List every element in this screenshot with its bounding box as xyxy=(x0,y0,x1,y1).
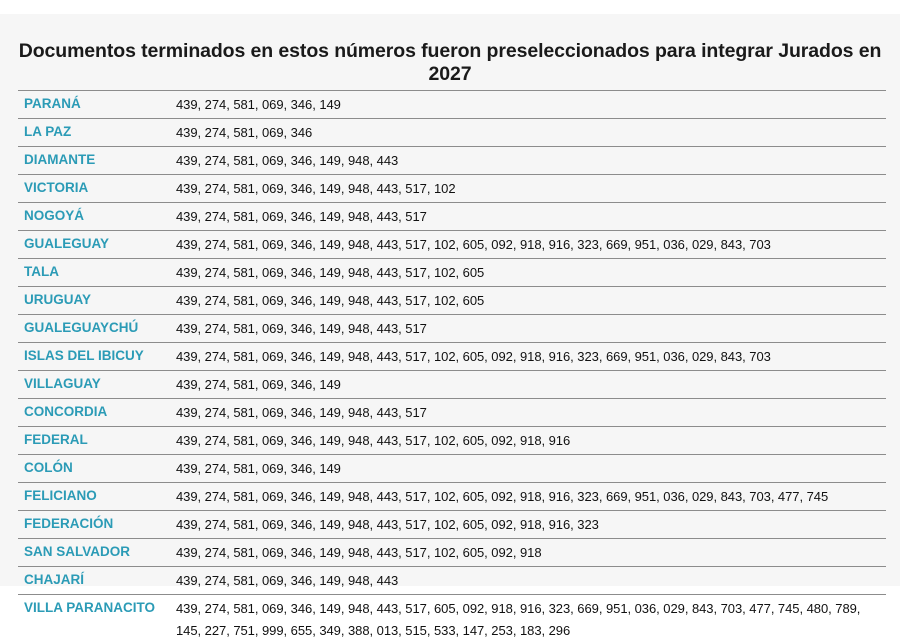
document-numbers: 439, 274, 581, 069, 346, 149, 948, 443, 517, 102, 605, 092, 918, 916, 323, 669, 951, 036, 029, 843, 703 xyxy=(176,349,771,364)
table-row xyxy=(18,231,886,259)
department-name: CHAJARÍ xyxy=(24,572,85,587)
department-name: GUALEGUAYCHÚ xyxy=(24,320,139,335)
department-name: GUALEGUAY xyxy=(24,236,110,251)
table-row xyxy=(18,175,886,203)
document-numbers: 439, 274, 581, 069, 346, 149, 948, 443, 517 xyxy=(176,209,427,224)
document-numbers: 439, 274, 581, 069, 346, 149, 948, 443, 517 xyxy=(176,405,427,420)
department-name: VILLAGUAY xyxy=(24,376,101,391)
document-numbers: 439, 274, 581, 069, 346, 149, 948, 443, 517, 102, 605 xyxy=(176,265,485,280)
department-name: PARANÁ xyxy=(24,96,81,111)
department-name: TALA xyxy=(24,264,59,279)
table-row xyxy=(18,371,886,399)
department-name: LA PAZ xyxy=(24,124,72,139)
table-row xyxy=(18,595,886,644)
table-row xyxy=(18,427,886,455)
table-row xyxy=(18,147,886,175)
document-numbers: 439, 274, 581, 069, 346, 149, 948, 443, 517, 102, 605, 092, 918 xyxy=(176,545,542,560)
department-name: FEDERACIÓN xyxy=(24,516,114,531)
table-row xyxy=(18,399,886,427)
department-name: FELICIANO xyxy=(24,488,97,503)
table-row xyxy=(18,455,886,483)
document-numbers: 439, 274, 581, 069, 346, 149, 948, 443 xyxy=(176,573,399,588)
document-numbers: 439, 274, 581, 069, 346 xyxy=(176,125,313,140)
department-name: FEDERAL xyxy=(24,432,88,447)
document-numbers: 439, 274, 581, 069, 346, 149 xyxy=(176,97,341,112)
department-name: VICTORIA xyxy=(24,180,89,195)
table-row xyxy=(18,287,886,315)
document-numbers: 439, 274, 581, 069, 346, 149 xyxy=(176,461,341,476)
page-title: Documentos terminados en estos números fueron preseleccionados para integrar Jurados en 2027 xyxy=(18,40,882,85)
table-row xyxy=(18,119,886,147)
document-numbers: 439, 274, 581, 069, 346, 149, 948, 443, 517, 102, 605, 092, 918, 916, 323, 669, 951, 036, 029, 843, 703, 477, 745 xyxy=(176,489,829,504)
document-numbers: 439, 274, 581, 069, 346, 149, 948, 443, 517, 102, 605, 092, 918, 916, 323 xyxy=(176,517,599,532)
table-row xyxy=(18,483,886,511)
table-row xyxy=(18,259,886,287)
table-row xyxy=(18,343,886,371)
department-name: CONCORDIA xyxy=(24,404,108,419)
table-row xyxy=(18,91,886,119)
table-row xyxy=(18,567,886,595)
document-numbers: 439, 274, 581, 069, 346, 149, 948, 443, 517, 102 xyxy=(176,181,456,196)
department-name: SAN SALVADOR xyxy=(24,544,131,559)
table-row xyxy=(18,539,886,567)
table-row xyxy=(18,203,886,231)
document-numbers: 439, 274, 581, 069, 346, 149, 948, 443, 517, 102, 605, 092, 918, 916, 323, 669, 951, 036, 029, 843, 703 xyxy=(176,237,771,252)
document-numbers: 439, 274, 581, 069, 346, 149, 948, 443, 517, 102, 605 xyxy=(176,293,485,308)
table-row xyxy=(18,315,886,343)
document-numbers: 439, 274, 581, 069, 346, 149, 948, 443, 517, 605, 092, 918, 916, 323, 669, 951, 036, 029, 843, 703, 477, 745, 480, 789, 145, 227, 751, 999, 655, 349, 388, 013, 515, 533, 147, 253, 183, 296 xyxy=(176,601,861,638)
department-name: NOGOYÁ xyxy=(24,208,85,223)
document-numbers: 439, 274, 581, 069, 346, 149, 948, 443 xyxy=(176,153,399,168)
department-name: DIAMANTE xyxy=(24,152,96,167)
table-row xyxy=(18,511,886,539)
document-numbers: 439, 274, 581, 069, 346, 149 xyxy=(176,377,341,392)
department-name: COLÓN xyxy=(24,460,73,475)
document-numbers: 439, 274, 581, 069, 346, 149, 948, 443, 517 xyxy=(176,321,427,336)
department-name: ISLAS DEL IBICUY xyxy=(24,348,144,363)
department-name: VILLA PARANACITO xyxy=(24,600,155,615)
departments-table xyxy=(18,90,886,644)
department-name: URUGUAY xyxy=(24,292,92,307)
document-numbers: 439, 274, 581, 069, 346, 149, 948, 443, 517, 102, 605, 092, 918, 916 xyxy=(176,433,571,448)
